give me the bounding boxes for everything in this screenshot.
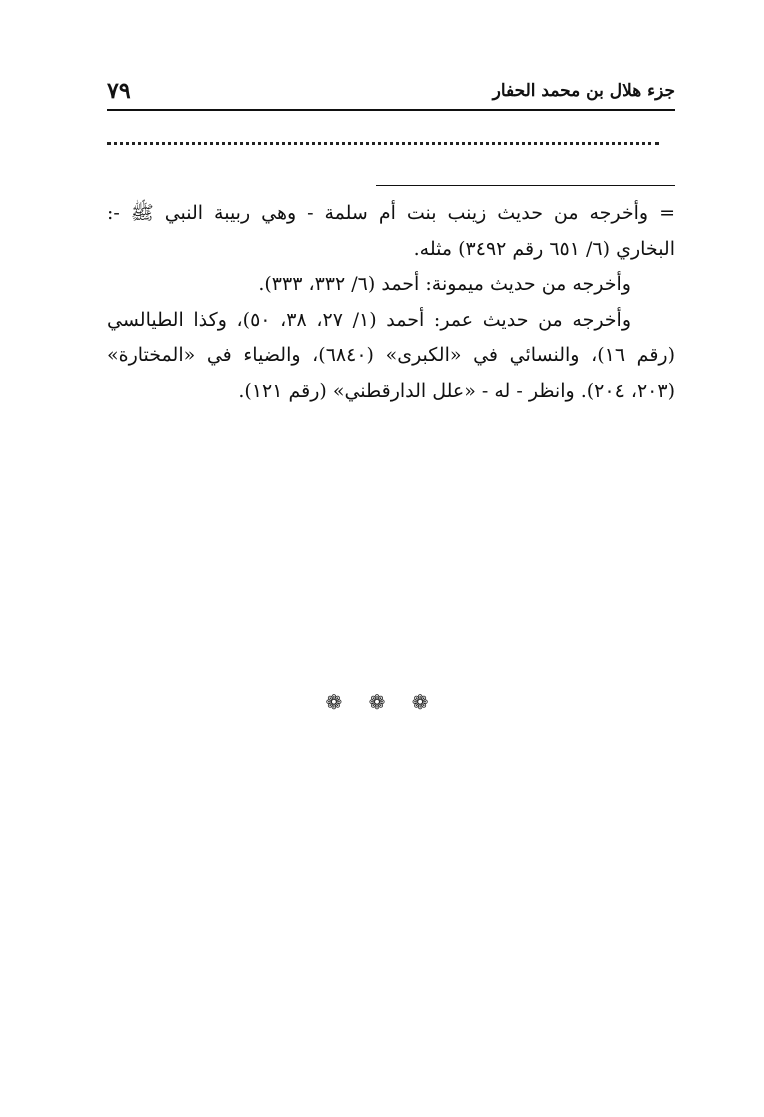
footnote-rule	[376, 185, 675, 186]
header-rule	[107, 109, 675, 111]
footnotes	[107, 196, 675, 409]
footnote-paragraph: وأخرجه من حديث ميمونة: أحمد (٦/ ٣٣٢، ٣٣٣).	[258, 273, 631, 295]
footnote-paragraph: وأخرجه من حديث عمر: أحمد (١/ ٢٧، ٣٨، ٥٠)، وكذا الطيالسي (رقم ١٦)، والنسائي في «الكبرى» (٦٨٤٠)، والضياء في «المختارة» (٢٠٣، ٢٠٤). وانظر - له - «علل الدارقطني» (رقم ١٢١).	[107, 308, 675, 402]
dotted-separator	[107, 142, 659, 145]
page-number: ٧٩	[107, 78, 131, 104]
running-title: جزء هلال بن محمد الحفار	[492, 81, 675, 101]
page-header	[107, 74, 675, 108]
footnote-paragraph: = وأخرجه من حديث زينب بنت أم سلمة - وهي ربيبة النبي ﷺ -: البخاري (٦/ ٦٥١ رقم ٣٤٩٢) مثله.	[107, 202, 675, 260]
section-end-ornaments: ❁ ❁ ❁	[325, 690, 439, 714]
